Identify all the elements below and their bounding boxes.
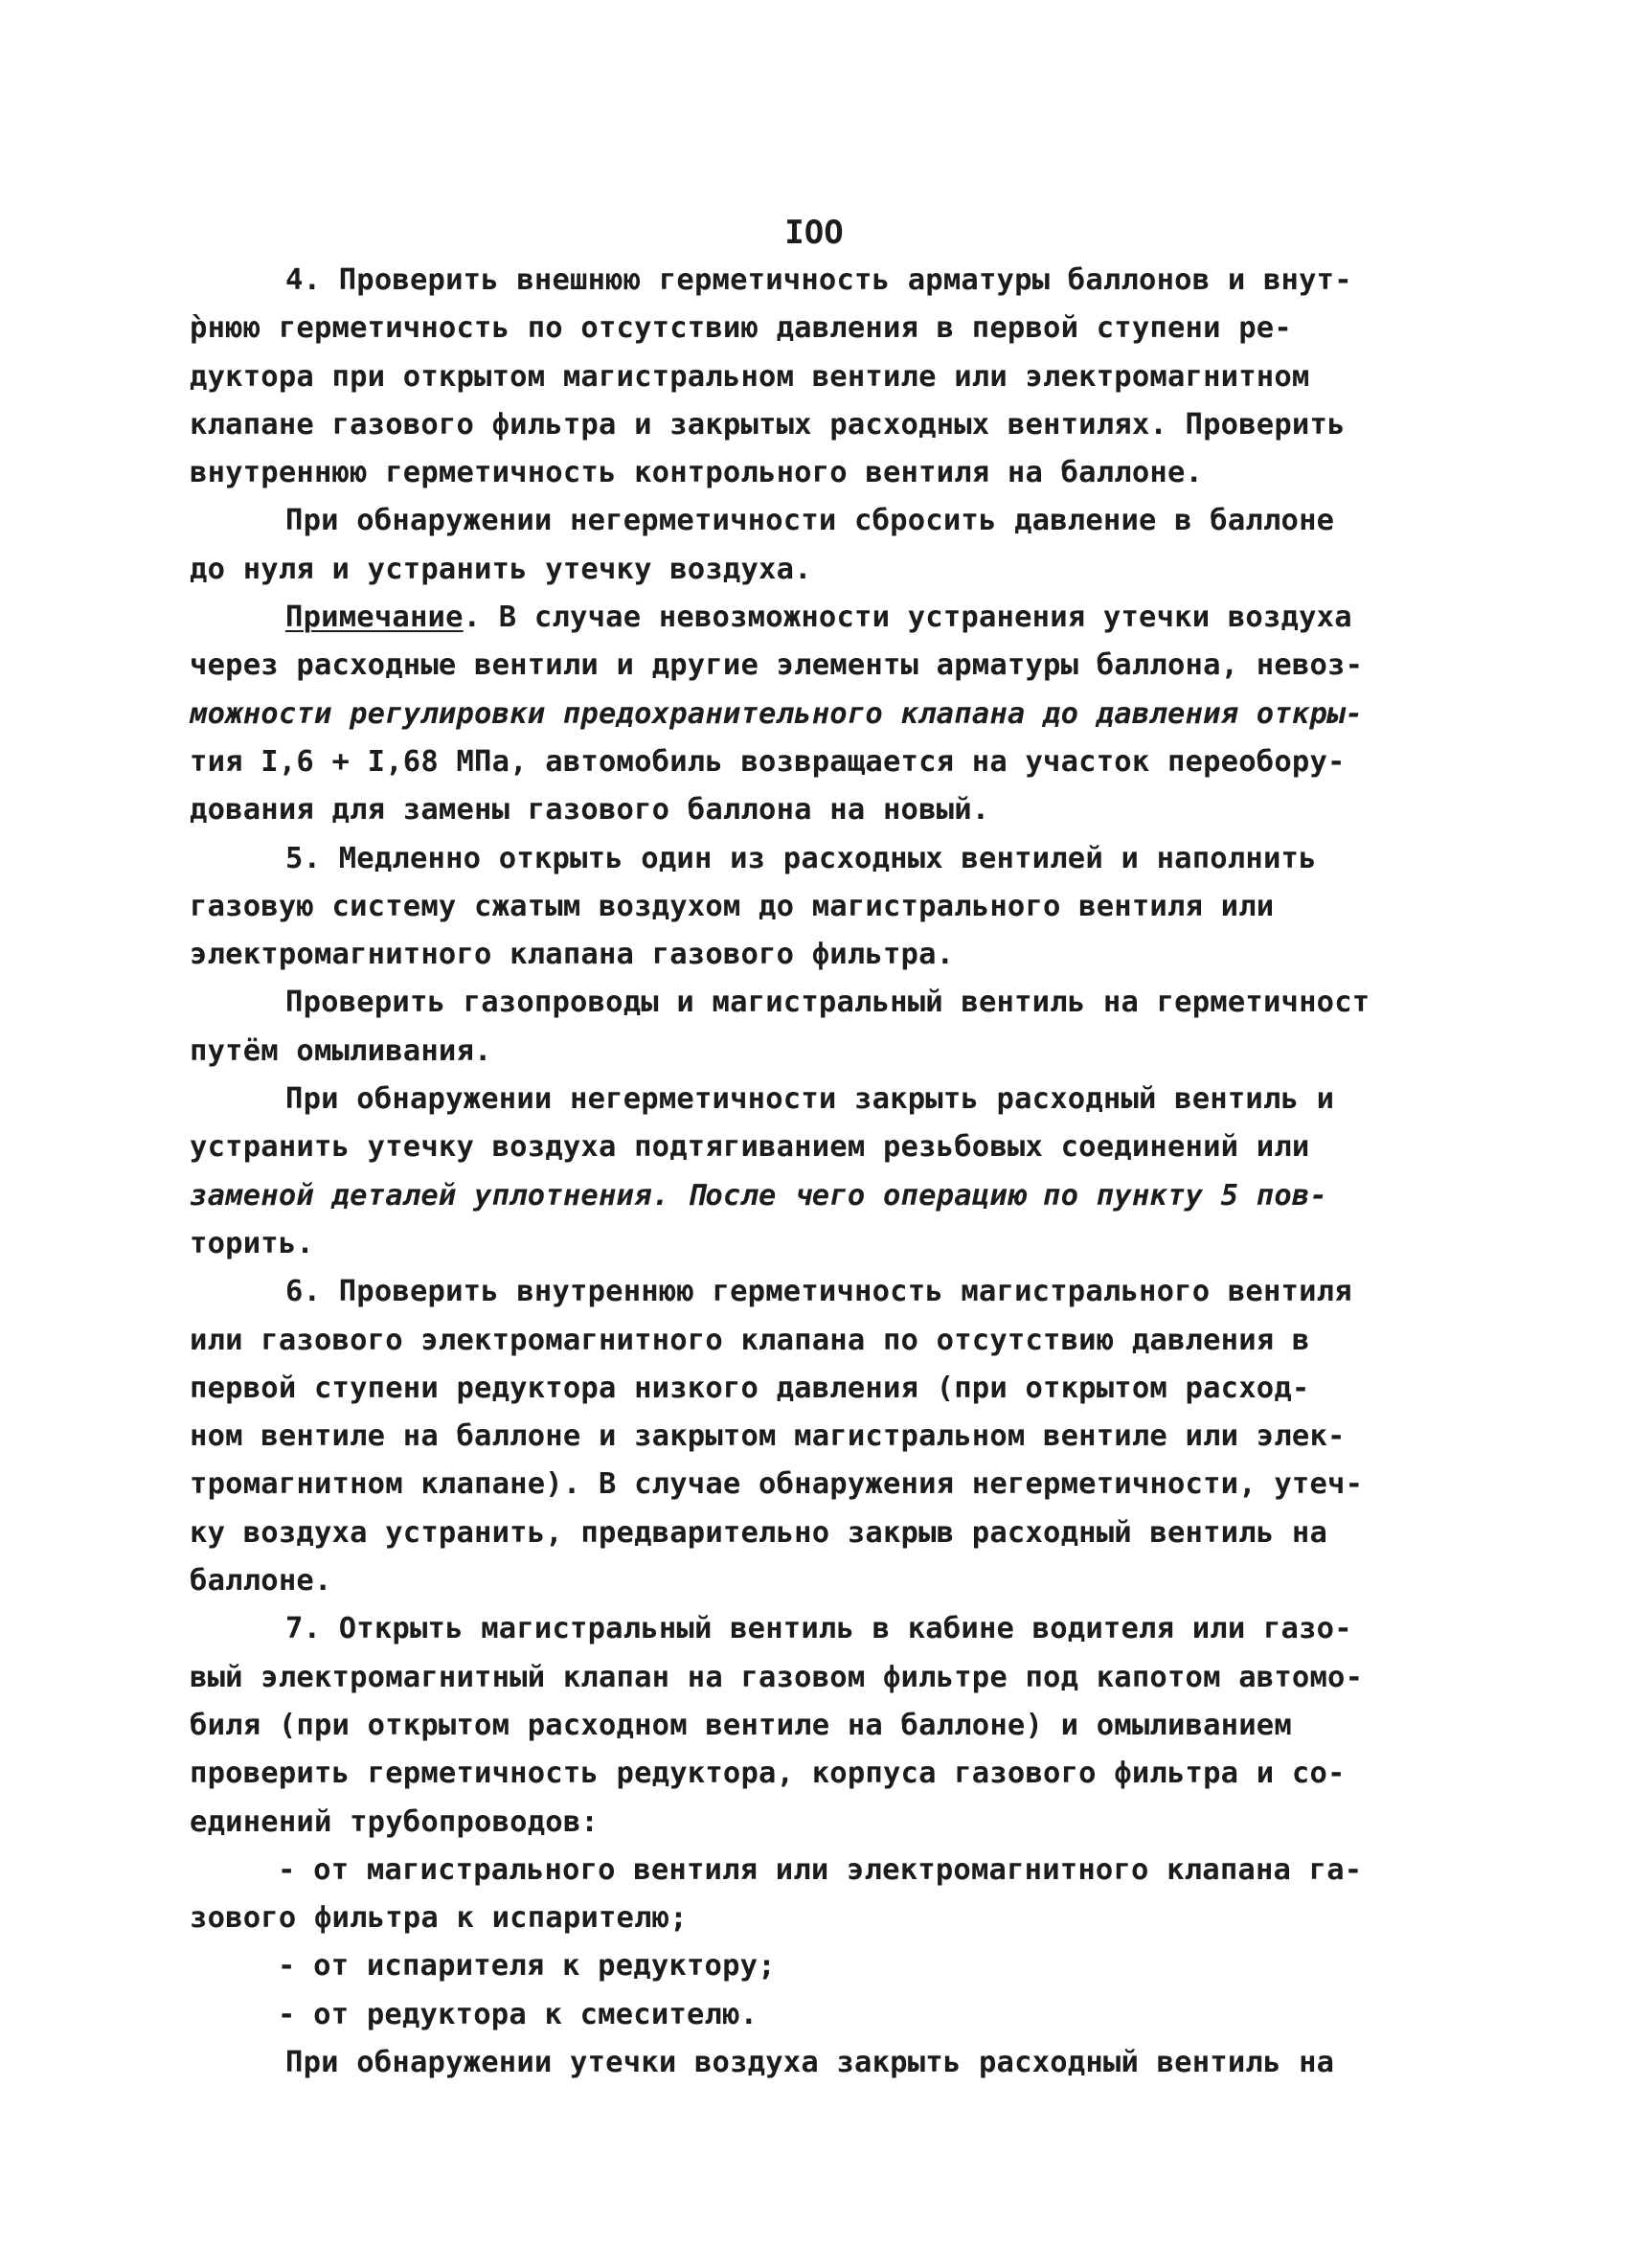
- note-line-2: через расходные вентили и другие элементы арматуры баллона, невоз-: [190, 648, 1364, 683]
- note-line-3: можности регулировки предохранительного клапана до давления откры-: [190, 696, 1364, 731]
- paragraph-6-line-1: 6. Проверить внутреннюю герметичность магистрального вентиля: [285, 1275, 1352, 1309]
- list-item-2: - от испарителя к редуктору;: [278, 1949, 776, 1984]
- gas-line-check-line-1: Проверить газопроводы и магистральный вентиль на герметичност: [285, 986, 1370, 1020]
- paragraph-4-line-1: 4. Проверить внешнюю герметичность арматуры баллонов и внут-: [285, 263, 1352, 297]
- body-text: [190, 257, 1463, 2087]
- paragraph-6-line-4: ном вентиле на баллоне и закрытом магистральном вентиле или элек-: [190, 1419, 1346, 1454]
- leak-fix-line-1: При обнаружении негерметичности закрыть расходный вентиль и: [285, 1082, 1335, 1117]
- paragraph-4-line-5: внутреннюю герметичность контрольного вентиля на баллоне.: [190, 456, 1204, 490]
- paragraph-7-line-4: проверить герметичность редуктора, корпуса газового фильтра и со-: [190, 1757, 1346, 1791]
- list-item-1-line-1: - от магистрального вентиля или электромагнитного клапана га-: [278, 1852, 1363, 1887]
- paragraph-5-line-1: 5. Медленно открыть один из расходных вентилей и наполнить: [285, 841, 1317, 875]
- note-line-4: тия I,6 + I,68 МПа, автомобиль возвращается на участок переобору-: [190, 744, 1346, 779]
- paragraph-6-line-7: баллоне.: [190, 1564, 332, 1599]
- paragraph-6-line-3: первой ступени редуктора низкого давления (при открытом расход-: [190, 1371, 1310, 1405]
- leak-fix-line-2: устранить утечку воздуха подтягиванием резьбовых соединений или: [190, 1130, 1310, 1165]
- note-line-1: [190, 594, 1463, 642]
- leak-fix-line-3: заменой деталей уплотнения. После чего операцию по пункту 5 пов-: [190, 1178, 1328, 1213]
- page-number: IOO: [784, 214, 844, 252]
- leak-fix-line-4: торить.: [190, 1226, 314, 1260]
- leak-reset-line-1: При обнаружении негерметичности сбросить давление в баллоне: [285, 504, 1335, 538]
- note-label: Примечание: [285, 601, 464, 635]
- paragraph-6-line-6: ку воздуха устранить, предварительно закрыв расходный вентиль на: [190, 1515, 1328, 1550]
- paragraph-4-line-3: дуктора при открытом магистральном вентиле или электромагнитном: [190, 359, 1310, 394]
- leak-reset-line-2: до нуля и устранить утечку воздуха.: [190, 552, 812, 586]
- note-line-1-text: . В случае невозможности устранения утечки воздуха: [463, 601, 1352, 635]
- final-line: При обнаружении утечки воздуха закрыть расходный вентиль на: [285, 2045, 1335, 2079]
- paragraph-5-line-3: электромагнитного клапана газового фильтра.: [190, 938, 955, 972]
- paragraph-6-line-5: тромагнитном клапане). В случае обнаружения негерметичности, утеч-: [190, 1467, 1364, 1502]
- paragraph-7-line-5: единений трубопроводов:: [190, 1804, 599, 1839]
- gas-line-check-line-2: путём омыливания.: [190, 1033, 492, 1068]
- list-item-1-line-2: зового фильтра к испарителю;: [190, 1901, 688, 1936]
- paragraph-5-line-2: газовую систему сжатым воздухом до магистрального вентиля или: [190, 889, 1275, 923]
- paragraph-4-line-2: р̀нюю герметичность по отсутствию давления в первой ступени ре-: [190, 311, 1292, 346]
- paragraph-7-line-2: вый электромагнитный клапан на газовом фильтре под капотом автомо-: [190, 1660, 1364, 1694]
- note-line-5: дования для замены газового баллона на новый.: [190, 793, 990, 828]
- list-item-3: - от редуктора к смесителю.: [278, 1997, 759, 2031]
- paragraph-6-line-2: или газового электромагнитного клапана по отсутствию давления в: [190, 1323, 1310, 1357]
- paragraph-7-line-1: 7. Открыть магистральный вентиль в кабине водителя или газо-: [285, 1612, 1352, 1646]
- paragraph-7-line-3: биля (при открытом расходном вентиле на баллоне) и омыливанием: [190, 1708, 1292, 1742]
- paragraph-4-line-4: клапане газового фильтра и закрытых расходных вентилях. Проверить: [190, 407, 1346, 442]
